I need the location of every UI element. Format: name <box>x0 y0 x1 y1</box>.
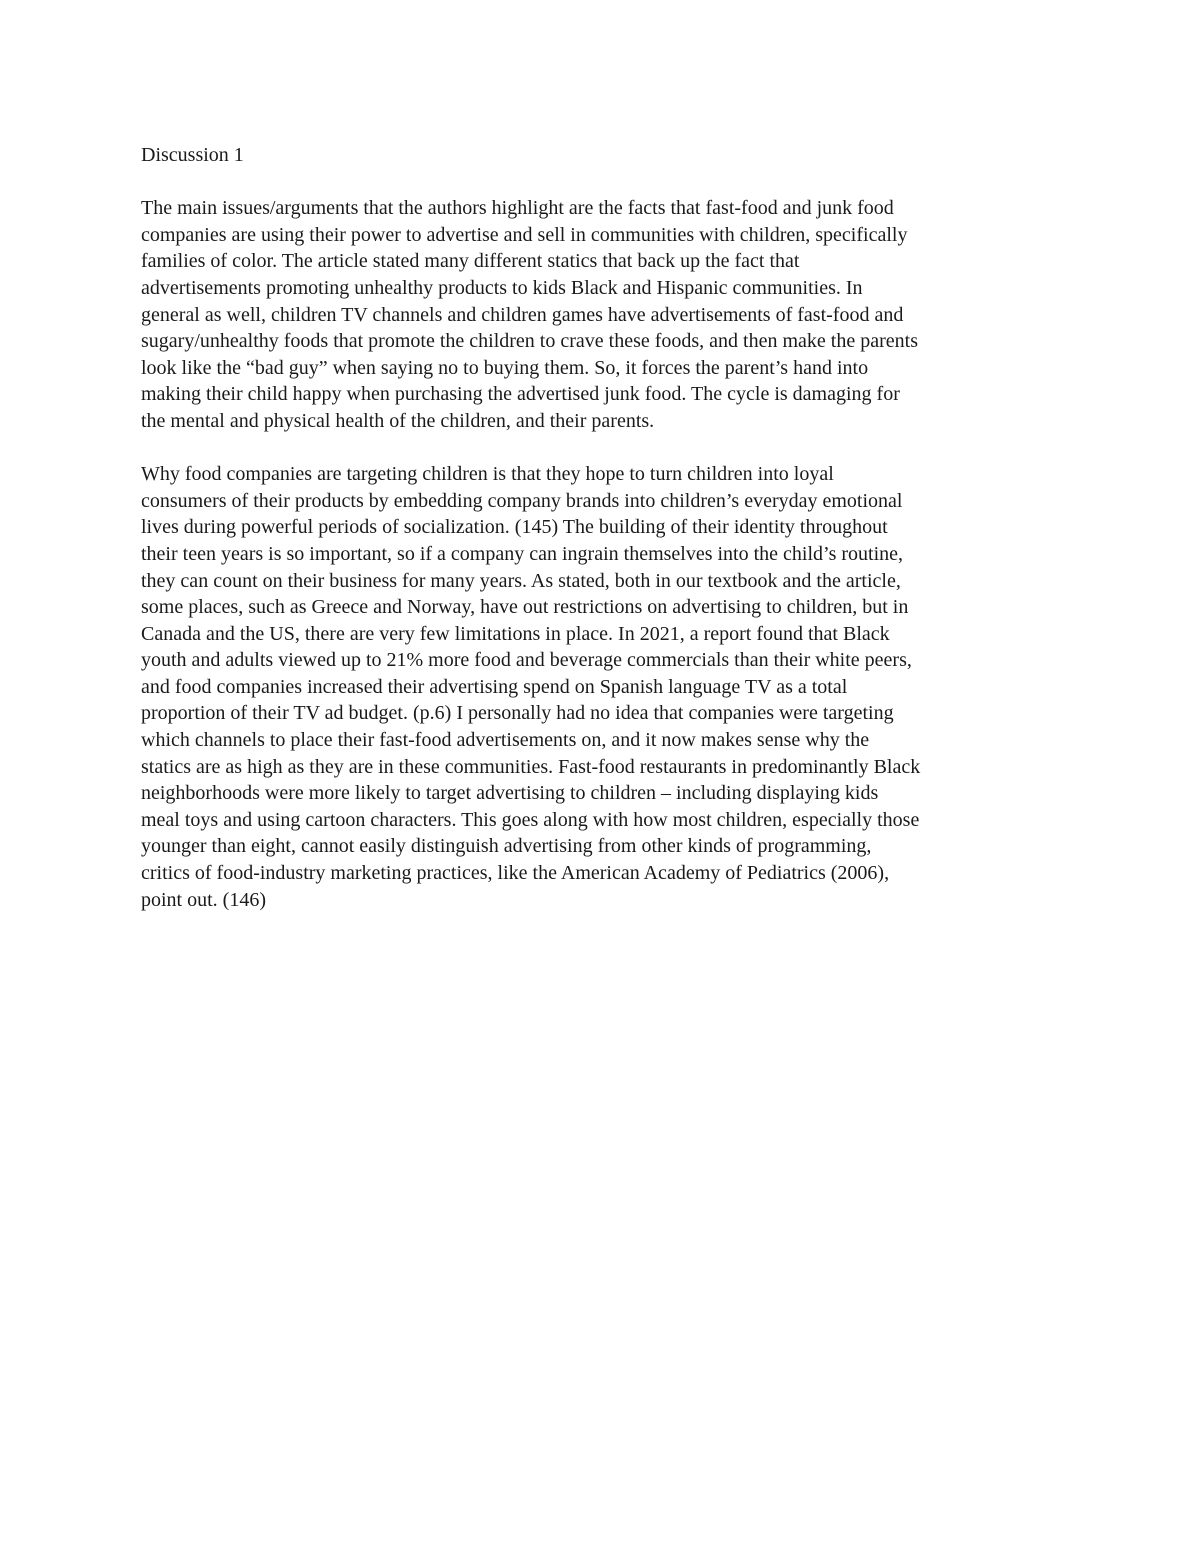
text-line: and food companies increased their advertising spend on Spanish language TV as a total <box>141 675 848 698</box>
text-line: their teen years is so important, so if a company can ingrain themselves into the child’s routine, <box>141 542 904 565</box>
text-line: the mental and physical health of the children, and their parents. <box>141 409 655 432</box>
paragraph-targeting-children <box>141 461 1066 913</box>
text-line: consumers of their products by embedding company brands into children’s everyday emotional <box>141 489 903 512</box>
text-line: lives during powerful periods of socialization. (145) The building of their identity throughout <box>141 516 888 539</box>
document-title: Discussion 1 <box>141 144 244 166</box>
text-line: point out. (146) <box>141 888 266 911</box>
text-line: advertisements promoting unhealthy products to kids Black and Hispanic communities. In <box>141 276 863 299</box>
text-line: critics of food-industry marketing practices, like the American Academy of Pediatrics (2006), <box>141 862 890 885</box>
text-line: proportion of their TV ad budget. (p.6) I personally had no idea that companies were targeting <box>141 702 894 725</box>
text-line: The main issues/arguments that the authors highlight are the facts that fast-food and junk food <box>141 197 894 220</box>
text-line: sugary/unhealthy foods that promote the children to crave these foods, and then make the parents <box>141 330 918 353</box>
text-line: Canada and the US, there are very few limitations in place. In 2021, a report found that Black <box>141 622 890 645</box>
text-line: meal toys and using cartoon characters. This goes along with how most children, especially those <box>141 808 920 831</box>
text-line: general as well, children TV channels and children games have advertisements of fast-food and <box>141 303 904 326</box>
paragraph-main-issues <box>141 195 1066 434</box>
text-line: statics are as high as they are in these communities. Fast-food restaurants in predominantly Black <box>141 755 921 778</box>
text-line: companies are using their power to advertise and sell in communities with children, specifically <box>141 223 908 246</box>
text-line: youth and adults viewed up to 21% more food and beverage commercials than their white peers, <box>141 649 912 672</box>
text-line: families of color. The article stated many different statics that back up the fact that <box>141 250 800 273</box>
text-line: which channels to place their fast-food advertisements on, and it now makes sense why the <box>141 729 870 752</box>
text-line: Why food companies are targeting children is that they hope to turn children into loyal <box>141 463 834 486</box>
document-body <box>141 142 1066 940</box>
text-line: neighborhoods were more likely to target advertising to children – including displaying kids <box>141 782 879 805</box>
text-line: some places, such as Greece and Norway, have out restrictions on advertising to children, but in <box>141 596 909 619</box>
text-line: look like the “bad guy” when saying no to buying them. So, it forces the parent’s hand into <box>141 356 869 379</box>
text-line: younger than eight, cannot easily distinguish advertising from other kinds of programming, <box>141 835 872 858</box>
text-line: they can count on their business for many years. As stated, both in our textbook and the article, <box>141 569 901 592</box>
text-line: making their child happy when purchasing the advertised junk food. The cycle is damaging for <box>141 383 900 406</box>
